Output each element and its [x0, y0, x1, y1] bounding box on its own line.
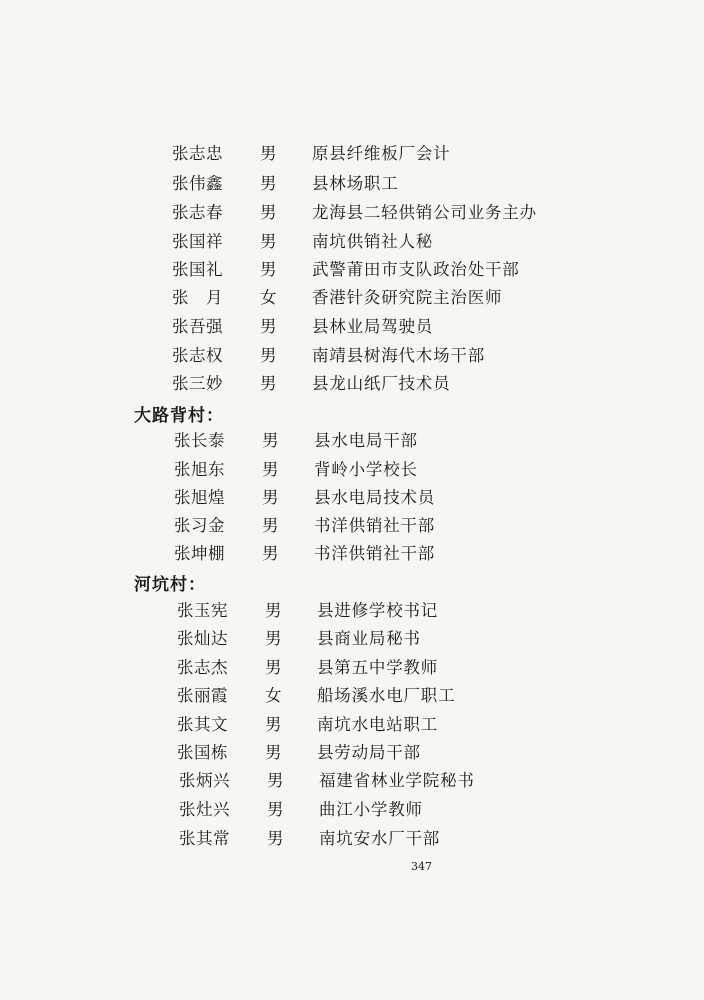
person-sex: 男	[260, 346, 277, 365]
person-job: 龙海县二轻供销公司业务主办	[312, 203, 537, 222]
person-sex: 男	[262, 488, 279, 507]
person-job: 县第五中学教师	[317, 658, 439, 677]
person-job: 武警莆田市支队政治处干部	[312, 260, 520, 279]
person-sex: 男	[260, 174, 277, 193]
person-sex: 男	[265, 715, 282, 734]
person-name: 张其常	[179, 829, 230, 848]
person-job: 南靖县树海代木场干部	[312, 346, 485, 365]
village-heading: 大路背村：	[134, 406, 224, 426]
person-name: 张丽霞	[177, 686, 228, 705]
person-sex: 男	[260, 317, 277, 336]
person-name: 张志权	[172, 346, 223, 365]
person-sex: 男	[265, 629, 282, 648]
person-name: 张炳兴	[179, 771, 230, 790]
person-job: 县进修学校书记	[317, 601, 439, 620]
person-sex: 男	[267, 800, 284, 819]
person-name: 张玉宪	[177, 601, 228, 620]
person-name: 张旭东	[174, 460, 225, 479]
person-job: 南坑水电站职工	[317, 715, 439, 734]
person-sex: 女	[260, 288, 277, 307]
person-job: 船场溪水电厂职工	[317, 686, 456, 705]
person-sex: 男	[262, 460, 279, 479]
person-sex: 男	[262, 431, 279, 450]
person-sex: 男	[267, 771, 284, 790]
person-job: 南坑安水厂干部	[319, 829, 441, 848]
person-job: 南坑供销社人秘	[312, 232, 434, 251]
person-name: 张习金	[174, 516, 225, 535]
person-name: 张其文	[177, 715, 228, 734]
person-name: 张伟鑫	[172, 174, 223, 193]
person-sex: 男	[265, 658, 282, 677]
person-name: 张灶兴	[179, 800, 230, 819]
person-job: 县林场职工	[312, 174, 399, 193]
village-heading: 河坑村：	[134, 575, 206, 595]
person-job: 书洋供销社干部	[314, 516, 436, 535]
person-job: 县劳动局干部	[317, 743, 421, 762]
person-name: 张长泰	[174, 431, 225, 450]
person-sex: 男	[267, 829, 284, 848]
person-sex: 女	[265, 686, 282, 705]
person-sex: 男	[260, 144, 277, 163]
person-sex: 男	[260, 374, 277, 393]
person-name: 张吾强	[172, 317, 223, 336]
page-number: 347	[411, 860, 432, 873]
person-job: 曲江小学教师	[319, 800, 423, 819]
person-name: 张志春	[172, 203, 223, 222]
person-sex: 男	[265, 743, 282, 762]
person-name: 张 月	[172, 288, 223, 307]
person-job: 香港针灸研究院主治医师	[312, 288, 503, 307]
person-job: 县水电局干部	[314, 431, 418, 450]
person-sex: 男	[265, 601, 282, 620]
person-name: 张国祥	[172, 232, 223, 251]
person-job: 县商业局秘书	[317, 629, 421, 648]
person-job: 福建省林业学院秘书	[319, 771, 475, 790]
person-name: 张国礼	[172, 260, 223, 279]
person-job: 县水电局技术员	[314, 488, 436, 507]
person-name: 张灿达	[177, 629, 228, 648]
person-name: 张旭煌	[174, 488, 225, 507]
person-job: 原县纤维板厂会计	[312, 144, 451, 163]
person-name: 张国栋	[177, 743, 228, 762]
person-sex: 男	[260, 232, 277, 251]
person-name: 张志杰	[177, 658, 228, 677]
person-name: 张三妙	[172, 374, 223, 393]
person-sex: 男	[262, 516, 279, 535]
person-sex: 男	[262, 544, 279, 563]
person-sex: 男	[260, 260, 277, 279]
person-name: 张志忠	[172, 144, 223, 163]
person-sex: 男	[260, 203, 277, 222]
person-name: 张坤棚	[174, 544, 225, 563]
person-job: 县林业局驾驶员	[312, 317, 434, 336]
person-job: 书洋供销社干部	[314, 544, 436, 563]
person-job: 背岭小学校长	[314, 460, 418, 479]
person-job: 县龙山纸厂技术员	[312, 374, 451, 393]
